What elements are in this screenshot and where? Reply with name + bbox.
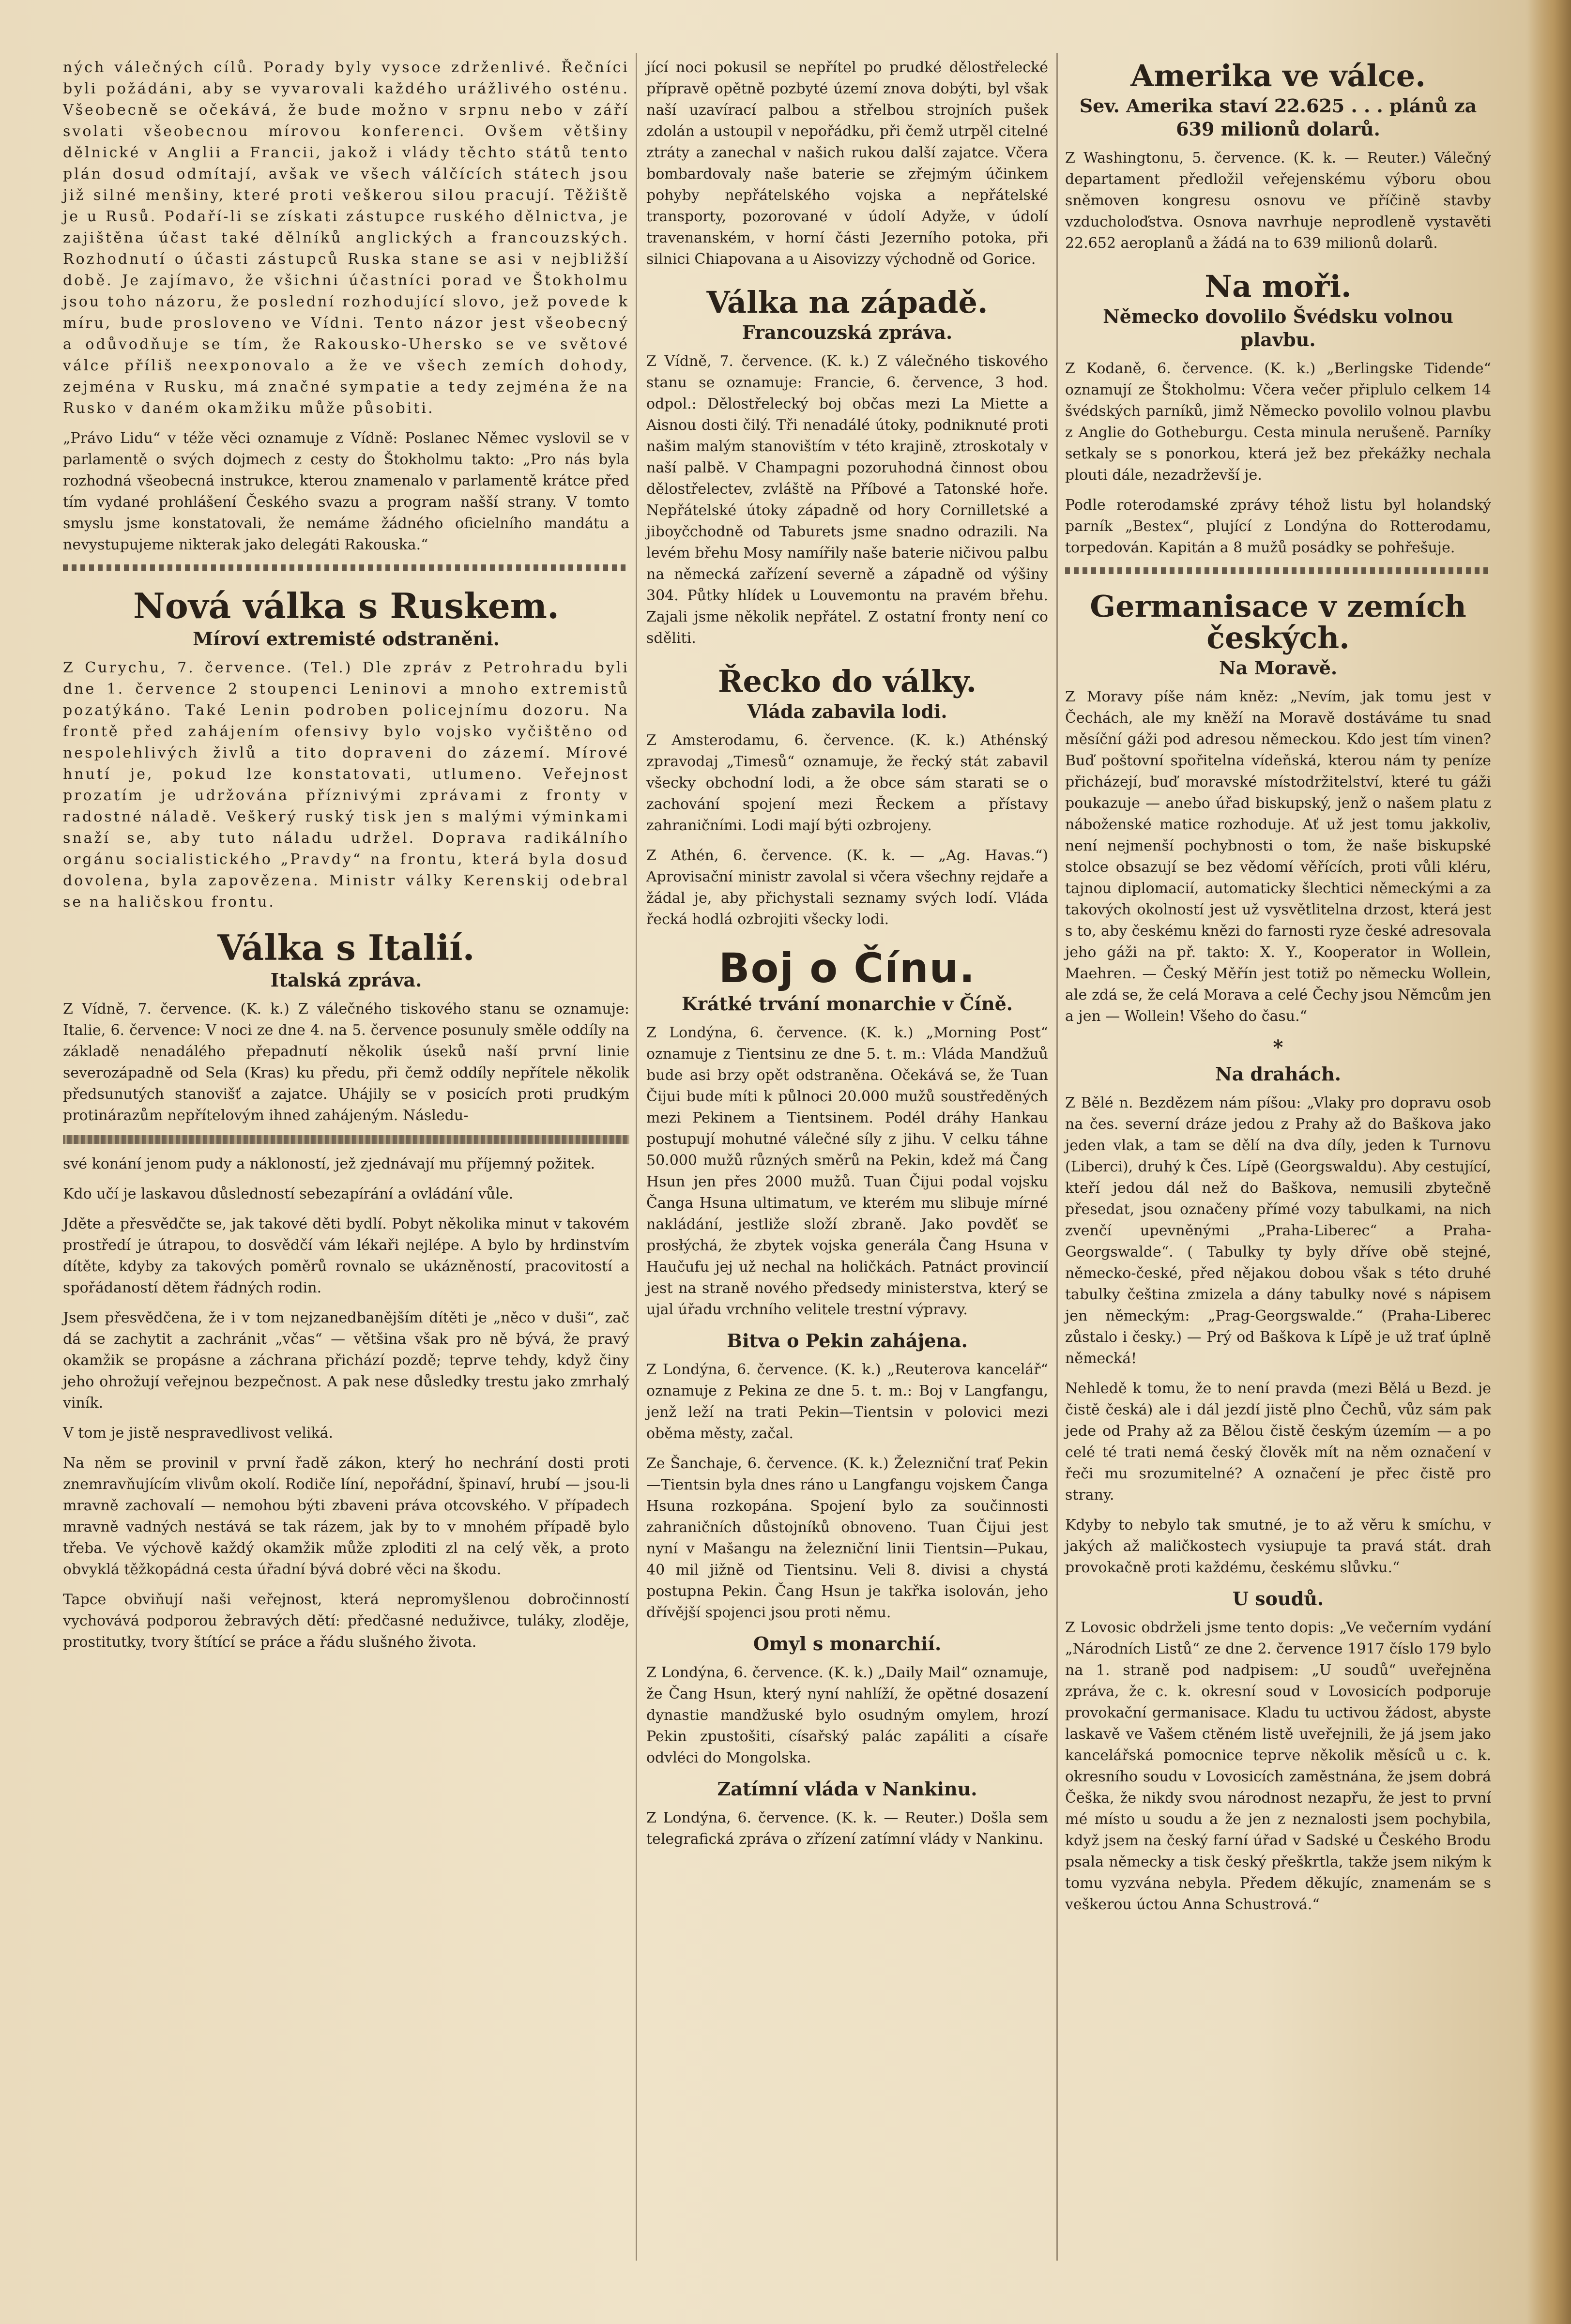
article-text: Z Bělé n. Bezdězem nám píšou: „Vlaky pro dopravu osob na čes. severní dráze jedou z Prahy až do Baškova jako jeden vlak, a tam se dělí na dva díly, jeden k Turnovu (Liberci), druhý k Čes. Lípě (Georgswaldu). Aby cestující, kteří jedou dál než do Baškova, nemusili zbytečně přesedat, jsou označeny přímé vozy tabulkami, na nich zvenčí upevněnými „Praha-Liberec“ a Praha-Georgswalde“. ( Tabulky ty byly dříve obě stejné, německo-české, před nějakou dobou však s této druhé tabulky čeština zmizela a dány tabulky nové s nápisem jen německým: „Prag-Georgswalde.“ (Praha-Liberec zůstalo i česky.) — Prý od Baškova k Lípě je už trať úplně německá! xyxy=(1065,1094,1491,1367)
subheadline: Francouzská zpráva. xyxy=(742,321,953,344)
column-rule xyxy=(636,53,637,2261)
subheadline: Bitva o Pekin zahájena. xyxy=(727,1330,968,1352)
article-text: V tom je jistě nespravedlivost veliká. xyxy=(63,1425,334,1442)
article-text: „Právo Lidu“ v téže věci oznamuje z Vídně: Poslanec Němec vyslovil se v parlamentě o svých dojmech z cesty do Štokholmu takto: „Pro nás byla rozhodná všeobecná instrukce, kterou znamenalo v parlamentě krátce před tím vydané prohlášení Českého svazu a program našší strany. V tomto smyslu jsme konstatovali, že nemáme žádného oficielního mandátu a nevystupujeme nikterak jako delegáti Rakouska.“ xyxy=(63,430,629,553)
column-right xyxy=(1065,57,1491,1924)
subheadline: Zatímní vláda v Nankinu. xyxy=(717,1778,977,1800)
article-text: Z Moravy píše nám kněz: „Nevím, jak tomu jest v Čechách, ale my kněží na Moravě dostáváme tu snad měsíční gáži pod adresou německou. Kdo jest tím vinen? Buď poštovní spořitelna vídeňská, kterou nám ty peníze přicházejí, buď moravské místodržitelství, které tu gáži poukazuje — anebo úřad biskupský, jenž o našem platu z náboženské matice rozhoduje. Ať už jest tomu jakkoliv, není nejmenší pochybnosti o tom, že naše biskupské stolce obsazují se bez vědomí věřících, proti vůli kléru, tajnou diplomacií, automaticky šlechtici německými a za takových okolností jest už vysvětlitelna drzost, která jest s to, aby českému knězi do farnosti ryze české adresovala jeho gáži na př. takto: X. Y., Kooperator in Wollein, Maehren. — Český Měřín jest totiž po německu Wollein, ale zdá se, že celá Morava a celé Čechy jsou Němcům jen a jen — Wollein! Všeho do času.“ xyxy=(1065,688,1491,1025)
section-star: * xyxy=(1273,1036,1283,1059)
article-text: Z Kodaně, 6. července. (K. k.) „Berlingske Tidende“ oznamují ze Štokholmu: Včera večer připlulo celkem 14 švédských parníků, jimž Německo povolilo volnou plavbu z Anglie do Gotheburgu. Cesta minula nerušeně. Parníky setkaly se s ponorkou, která jež bez překážky nechala plouti dále, nezadrževší je. xyxy=(1065,360,1491,484)
subheadline: Krátké trvání monarchie v Číně. xyxy=(682,993,1013,1015)
article-text: Ze Šanchaje, 6. července. (K. k.) Železniční trať Pekin—Tientsin byla dnes ráno u Langfangu vojskem Čanga Hsuna rozkopána. Spojení bylo za součinnosti zahraničních důstojníků obnoveno. Tuan Čijui jest nyní v Mašangu na železniční linii Tientsin—Pukau, 40 mil jižně od Tientsinu. Veli 8. divisi a chystá postupna Pekin. Čang Hsun je takřka isolován, jeho dřívější spojenci jsou proti němu. xyxy=(646,1455,1048,1622)
article-text: Jsem přesvědčena, že i v tom nejzanedbanějším dítěti je „něco v duši“, zač dá se zachytit a zachránit „včas“ — většina však pro ně bývá, že pravý okamžik se propásne a záchrana přichází pozdě; teprve tehdy, když činy jeho ohrožují veřejnou bezpečnost. A pak nese důsledky trestu jako zmrhalý viník. xyxy=(63,1309,629,1412)
headline-west: Válka na západě. xyxy=(706,285,988,320)
article-text: Z Amsterodamu, 6. července. (K. k.) Athénský zpravodaj „Timesů“ oznamuje, že řecký stát zabavil všecky obchodní lodi, a že obce sám starati se o zachování spojení mezi Řeckem a přístavy zahraničními. Lodi mají býti ozbrojeny. xyxy=(646,732,1048,835)
article-text: Z Londýna, 6. července. (K. k. — Reuter.) Došla sem telegrafická zpráva o zřízení zatímní vlády v Nankinu. xyxy=(646,1809,1048,1848)
subheadline: Na Moravě. xyxy=(1219,657,1338,679)
article-text: Tapce obviňují naši veřejnost, která nepromyšlenou dobročinností vychovává podporou žebravých dětí: předčasné neduživce, tuláky, zloděje, prostitutky, tvory štítící se práce a řádu slušného života. xyxy=(63,1591,629,1651)
headline-greece: Řecko do války. xyxy=(717,664,977,699)
article-text: své konání jenom pudy a nákloností, jež zjednávají mu příjemný požitek. xyxy=(63,1155,595,1173)
article-text: Z Lovosic obdrželi jsme tento dopis: „Ve večerním vydání „Národních Listů“ ze dne 2. července 1917 číslo 179 bylo na 1. straně pod nadpisem: „U soudů“ uveřejněna zpráva, že c. k. okresní soud v Lovosicích podporuje provokační germanisace. Kladu tu uctivou žádost, abyste laskavě ve Vašem ctěném listě uveřejnili, že já jsem jako kancelářská pomocnice teprve několik měsíců u c. k. okresního soudu v Lovosicích zaměstnána, že jsem dobrá Češka, že nikdy svou národnost nezapřu, že jest to první mé místo u soudu a že jen z neznalosti jsem pochybila, když jsem na český farní úřad v Sadské u Českého Brodu psala německy a tisk český přeškrtla, takže jsem nikým k tomu vyzvána nebyla. Předem děkujíc, znamenám se s veškerou úctou Anna Schustrová.“ xyxy=(1065,1619,1491,1914)
subheadline: Na drahách. xyxy=(1215,1063,1342,1085)
torn-strip xyxy=(63,1135,629,1144)
article-text: Z Londýna, 6. července. (K. k.) „Morning Post“ oznamuje z Tientsinu ze dne 5. t. m.: Vláda Mandžuů bude asi brzy opět odstraněna. Očekává se, že Tuan Čijui bude míti k půlnoci 20.000 mužů soustředěných mezi Pekinem a Tientsinem. Podél dráhy Hankau postupují mohutné válečné síly z jihu. V celku táhne 50.000 mužů různých směrů na Pekin, kdež má Čang Hsun jen přes 2000 mužů. Tuan Čijui podal vojsku Čanga Hsuna ultimatum, ve kterém mu slibuje mírné nakládání, jestliže složí zbraně. Jako povděť se prosłýchá, že zbytek vojska generála Čang Hsuna v Haučufu jej už nechal na holičkách. Patnáct provincií jest na straně nového předsedy ministerstva, který se ujal úřadu vrchního velitele trestní výpravy. xyxy=(646,1024,1048,1319)
headline-italy: Válka s Italií. xyxy=(217,927,475,968)
headline-america: Amerika ve válce. xyxy=(1130,58,1426,93)
separator xyxy=(1065,567,1491,574)
article-text: Podle roterodamské zprávy téhož listu byl holandský parník „Bestex“, plující z Londýna do Rotterodamu, torpedován. Kapitán a 8 mužů posádky se pohřešuje. xyxy=(1065,497,1491,557)
article-text: Z Curychu, 7. července. (Tel.) Dle zpráv z Petrohradu byli dne 1. července 2 stoupenci Leninovi a mnoho extremistů pozatýkáno. Také Lenin podroben policejnímu dozoru. Na frontě před zahájením ofensivy bylo vojsko vyčištěno od nespolehlivých živlů a tito dopraveni do zázemí. Mírové hnutí je, pokud lze konstatovati, utlumeno. Veřejnost prozatím je udržována příznivými zprávami z fronty v radostné náladě. Veškerý ruský tisk jen s malými výminkami snaží se, aby tuto náladu udržel. Doprava radikálního orgánu socialistického „Pravdy“ na frontu, která byla dosud dovolena, byla zapovězena. Ministr války Kerenskij odebral se na haličskou frontu. xyxy=(63,659,629,911)
separator xyxy=(63,564,629,571)
article-text: Z Londýna, 6. července. (K. k.) „Reuterova kancelář“ oznamuje z Pekina ze dne 5. t. m.: Boj v Langfangu, jenž leží na trati Pekin—Tientsin v polovici mezi oběma městy, začal. xyxy=(646,1361,1048,1443)
headline-sea: Na moři. xyxy=(1205,269,1352,304)
column-middle xyxy=(646,57,1048,1859)
article-text: Kdyby to nebylo tak smutné, je to až věru k smíchu, v jakých až maličkostech vysiupuje ta pravá stát. drah provokačně proti každému, českému slůvku.“ xyxy=(1065,1517,1491,1577)
article-text: ných válečných cílů. Porady byly vysoce zdrženlivé. Řečníci byli požádáni, aby se vyvarovali každého urážlivého osténu. Všeobecně se očekává, že bude možno v srpnu nebo v září svolati všeobecnou mírovou konferenci. Ovšem většiny dělnické v Anglii a Francii, jakož i vlády těchto států tento plán dosud odmítají, avšak ve všech válčících státech jsou již silné menšiny, které proti veškerou silou pracují. Těžiště je u Rusů. Podaří-li se získati zástupce ruského dělnictva, je zajištěna účast také dělníků anglických a francouzských. Rozhodnutí o účasti zástupců Ruska stane se asi v nejbližší době. Je zajímavo, že všichni účastníci porad ve Štokholmu jsou toho názoru, že poslední rozhodující slovo, jež povede k míru, bude prosloveno ve Vídni. Tento názor jest všeobecný a odůvodňuje se tím, že Rakousko-Uhersko se ve světové válce příliš neexponovalo a že ve všech zemích dohody, zejména v Rusku, má značné sympatie a tedy zejména že na Rusko v daném okamžiku může působiti. xyxy=(63,59,629,417)
article-text: Na něm se provinil v první řadě zákon, který ho nechrání dosti proti znemravňujícím vlivům okolí. Rodiče líní, nepořádní, špinaví, hrubí — jsou-li mravně zachovalí — nemohou býti zbaveni práva otcovského. V případech mravně vadných nestává se tak rázem, jak by to v mnohém případě bylo třeba. Ve výchově každý okamžik může zploditi zl na celý věk, a proto obvyklá těžkopádná cesta úřadní bývá dobré věci na škodu. xyxy=(63,1455,629,1579)
page-edge xyxy=(1527,0,1571,2324)
article-text: Z Washingtonu, 5. července. (K. k. — Reuter.) Válečný departament předložil veřejenskému výboru obou sněmoven kongresu osnovu ve příčině stavby vzducholoďstva. Osnova navrhuje neprodleně vystavěti 22.652 aeroplanů a žádá na to 639 milionů dolarů. xyxy=(1065,150,1491,252)
article-text: Jděte a přesvědčte se, jak takové děti bydlí. Pobyt několika minut v takovém prostředí je útrapou, to dosvědčí vám lékaři nejlépe. A bylo by hrdinstvím dítěte, kdyby za takových poměrů rovnalo se ukázněností, pracovitostí a spořádaností dětem řádných rodin. xyxy=(63,1215,629,1297)
article-text: Z Athén, 6. července. (K. k. — „Ag. Havas.“) Aprovisační ministr zavolal si včera všechny rejdaře a žádal je, aby přichystali seznamy svých lodí. Vláda řecká hodlá ozbrojiti všecky lodi. xyxy=(646,847,1048,928)
subheadline: Sev. Amerika staví 22.625 . . . plánů za 639 milionů dolarů. xyxy=(1079,95,1477,140)
article-text: jící noci pokusil se nepřítel po prudké dělostřelecké přípravě opětně pozbyté území znova dobýti, byl však naší uzavírací palbou a střelbou strojních pušek zdolán a ustoupil v nepořádku, při čemž utrpěl citelné ztráty a zanechal v našich rukou další zajatce. Včera bombardovaly naše baterie se zřejmým účinkem pohyby nepřátelského vojska a nepřátelské transporty, pozorované v údolí Adyže, v údolí travenanském, v horní části Jezerního potoka, při silnici Chiapovana a u Aisovizzy východně od Gorice. xyxy=(646,59,1048,268)
column-rule xyxy=(1056,53,1058,2261)
subheadline: Míroví extremisté odstraněni. xyxy=(193,627,500,650)
headline-china: Boj o Čínu. xyxy=(718,944,976,992)
headline-russia: Nová válka s Ruskem. xyxy=(133,585,560,626)
subheadline: Vláda zabavila lodi. xyxy=(747,700,947,723)
article-text: Nehledě k tomu, že to není pravda (mezi Bělá u Bezd. je čistě česká) ale i dál jezdí jistě plno Čechů, vůz sám pak jede od Prahy až za Bělou čistě českým územím — a po celé té trati nemá český člověk mít na něm označení v řeči mu srozumitelné? A označení je přec čistě pro strany. xyxy=(1065,1380,1491,1504)
article-text: Kdo učí je laskavou důsledností sebezapírání a ovládání vůle. xyxy=(63,1185,514,1203)
article-text: Z Londýna, 6. července. (K. k.) „Daily Mail“ oznamuje, že Čang Hsun, který nyní nahlíží, že opětné dosazení dynastie mandžuské bylo osudným omylem, hrozí Pekin zpustošiti, císařský palác zapáliti a císaře odvléci do Mongolska. xyxy=(646,1664,1048,1767)
subheadline: U soudů. xyxy=(1232,1588,1324,1610)
subheadline: Omyl s monarchií. xyxy=(753,1633,942,1655)
column-left xyxy=(63,57,629,1662)
article-text: Z Vídně, 7. července. (K. k.) Z válečného tiskového stanu se oznamuje: Italie, 6. července: V noci ze dne 4. na 5. července posunuly směle oddíly na základě nenadálého přepadnutí několik úseků naší první linie severozápadně od Sela (Kras) ku předu, při čemž oddíly nepřítele několik předsunutých stanovišť a zajatce. Uhájily se v posicích proti prudkým protinárazům nepřítelovým ihned zahájeným. Následu- xyxy=(63,1001,629,1124)
headline-germanisation: Germanisace v zemích českých. xyxy=(1090,589,1466,656)
subheadline: Německo dovolilo Švédsku volnou plavbu. xyxy=(1103,305,1453,351)
subheadline: Italská zpráva. xyxy=(270,969,422,991)
article-text: Z Vídně, 7. července. (K. k.) Z válečného tiskového stanu se oznamuje: Francie, 6. července, 3 hod. odpol.: Dělostřelecký boj občas mezi La Miette a Aisnou dosti čilý. Tři nenadálé útoky, podniknuté proti našim malým stanovištím v této krajině, ztroskotaly v naší palbě. V Champagni pozoruhodná činnost obou dělostřelectev, zvláště na Příbové a Tatonské hoře. Nepřátelské útoky západně od hory Cornilletské a jiboyčchodně od Taburets jsme snadno odrazili. Na levém břehu Mosy namířily naše baterie ničivou palbu na německá zařízení severně a západně od výšiny 304. Půtky hlídek u Louvemontu na pravém břehu. Zajali jsme několik nepřátel. Z ostatní fronty není co sděliti. xyxy=(646,353,1048,647)
